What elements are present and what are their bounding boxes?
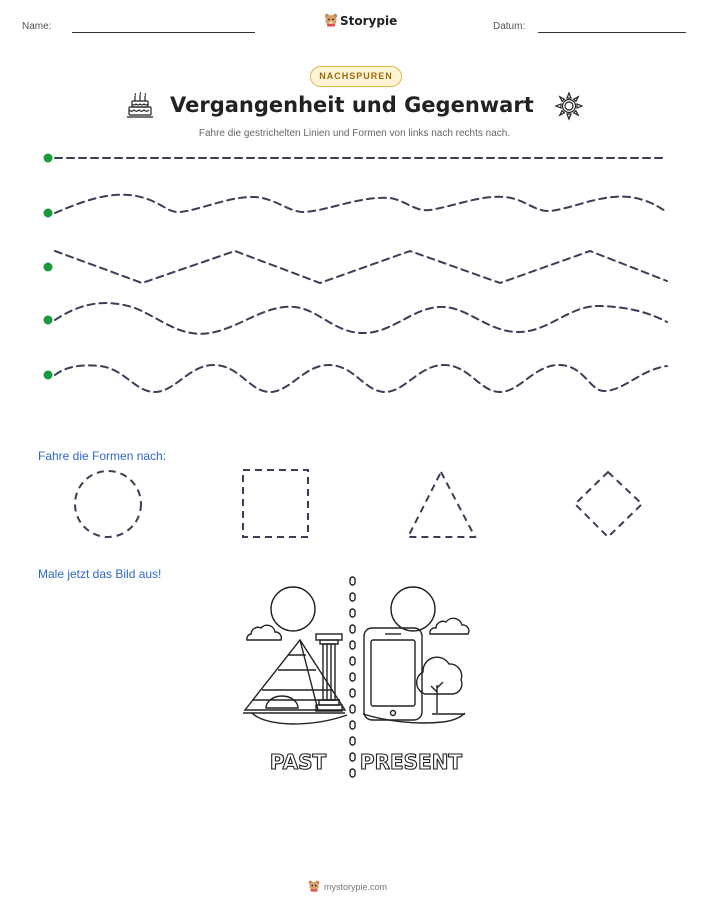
shapes-section-label: Fahre die Formen nach: [38,449,167,463]
present-ground [363,713,465,723]
past-cloud [247,625,281,640]
past-word: PAST [269,750,327,774]
activity-badge: NACHSPUREN [310,66,402,87]
center-divider [350,577,355,777]
instructions: Fahre die gestrichelten Linien und Formen von links nach rechts nach. [198,128,511,139]
brand-name: Storypie [340,14,398,28]
ancient-column [316,634,342,711]
name-label: Name: [22,21,52,32]
smartphone-drawing [364,628,422,720]
past-ground [243,713,347,724]
date-label: Datum: [493,21,526,32]
present-sun [391,587,435,631]
present-cloud [430,618,469,634]
coloring-section-label: Male jetzt das Bild aus! [38,567,162,581]
present-word: PRESENT [359,750,463,774]
present-tree [417,657,462,713]
page-title: Vergangenheit und Gegenwart [170,93,534,117]
storypie-footer-logo-icon [308,880,320,892]
footer-website[interactable]: mystorypie.com [324,882,388,892]
past-sun [271,587,315,631]
past-dome [266,696,298,708]
